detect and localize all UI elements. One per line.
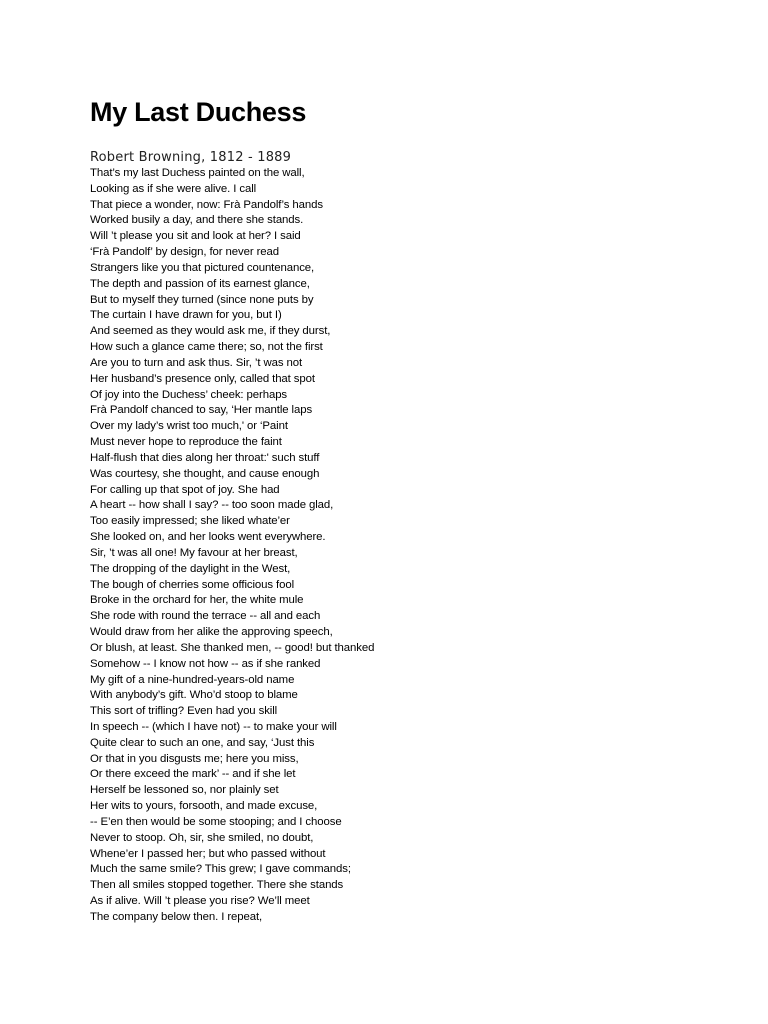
poem-line: And seemed as they would ask me, if they durst, (90, 325, 331, 338)
poem-line: The depth and passion of its earnest glance, (90, 277, 310, 290)
poem-line: Or blush, at least. She thanked men, -- good! but thanked (90, 641, 375, 654)
poem-line: This sort of trifling? Even had you skill (90, 705, 278, 718)
poem-line: Frà Pandolf chanced to say, ‘Her mantle laps (90, 404, 313, 417)
poem-line: Worked busily a day, and there she stands. (90, 214, 304, 227)
poem-line: Broke in the orchard for her, the white mule (90, 594, 304, 607)
poem-line: But to myself they turned (since none puts by (90, 293, 314, 306)
poem-line: Or there exceed the mark’ -- and if she let (90, 768, 296, 781)
poem-line: Herself be lessoned so, nor plainly set (90, 784, 279, 797)
poem-line: Never to stoop. Oh, sir, she smiled, no doubt, (90, 831, 314, 844)
poem-line: The dropping of the daylight in the West, (90, 562, 291, 575)
poem-line: Must never hope to reproduce the faint (90, 436, 282, 449)
poem-line: Much the same smile? This grew; I gave commands; (90, 863, 351, 876)
poem-line: The bough of cherries some officious fool (90, 578, 295, 591)
poem-title: My Last Duchess (90, 97, 307, 127)
poem-line: Somehow -- I know not how -- as if she ranked (90, 657, 321, 670)
poem-line: Of joy into the Duchess’ cheek: perhaps (90, 388, 288, 401)
poem-line: Too easily impressed; she liked whate’er (90, 515, 290, 528)
poem-line: Her wits to yours, forsooth, and made excuse, (90, 800, 318, 813)
poem-line: That’s my last Duchess painted on the wall, (90, 167, 305, 179)
poem-line: Her husband’s presence only, called that spot (90, 372, 315, 385)
poem-line: Quite clear to such an one, and say, ‘Just this (90, 736, 315, 749)
poem-line: Or that in you disgusts me; here you miss, (90, 752, 299, 765)
poem-line: As if alive. Will ’t please you rise? We’ll meet (90, 895, 310, 908)
poem-line: She rode with round the terrace -- all and each (90, 610, 321, 623)
poem-line: How such a glance came there; so, not the first (90, 341, 323, 354)
poem-line: She looked on, and her looks went everywhere. (90, 531, 326, 544)
poem-line: Strangers like you that pictured countenance, (90, 261, 315, 274)
poem-line: Would draw from her alike the approving speech, (90, 626, 333, 639)
poem-line: Whene’er I passed her; but who passed without (90, 847, 326, 860)
poem-line: My gift of a nine-hundred-years-old name (90, 673, 295, 686)
poem-line: With anybody’s gift. Who’d stoop to blame (90, 689, 298, 702)
poem-line: That piece a wonder, now: Frà Pandolf’s hands (90, 198, 323, 211)
poem-line: -- E’en then would be some stooping; and I choose (90, 815, 342, 828)
poem-line: Half-flush that dies along her throat:' such stuff (90, 451, 320, 464)
poem-line: Then all smiles stopped together. There she stands (90, 879, 344, 892)
poem-line: Are you to turn and ask thus. Sir, ’t was not (90, 356, 303, 369)
poem-line: In speech -- (which I have not) -- to make your will (90, 720, 337, 733)
poem-line: Over my lady’s wrist too much,' or ‘Paint (90, 420, 288, 433)
poem-line: Sir, ’t was all one! My favour at her breast, (90, 546, 298, 559)
poem-line: For calling up that spot of joy. She had (90, 483, 280, 496)
poem-line: The company below then. I repeat, (90, 910, 263, 923)
poem-body (90, 166, 374, 926)
poem-author: Robert Browning, 1812 - 1889 (90, 150, 292, 165)
poem-line: A heart -- how shall I say? -- too soon made glad, (90, 499, 334, 512)
poem-line: ‘Frà Pandolf’ by design, for never read (90, 246, 279, 259)
poem-line: The curtain I have drawn for you, but I) (90, 309, 282, 322)
poem-line: Was courtesy, she thought, and cause enough (90, 467, 320, 480)
poem-line: Will ’t please you sit and look at her? I said (90, 230, 301, 243)
poem-line: Looking as if she were alive. I call (90, 182, 257, 195)
